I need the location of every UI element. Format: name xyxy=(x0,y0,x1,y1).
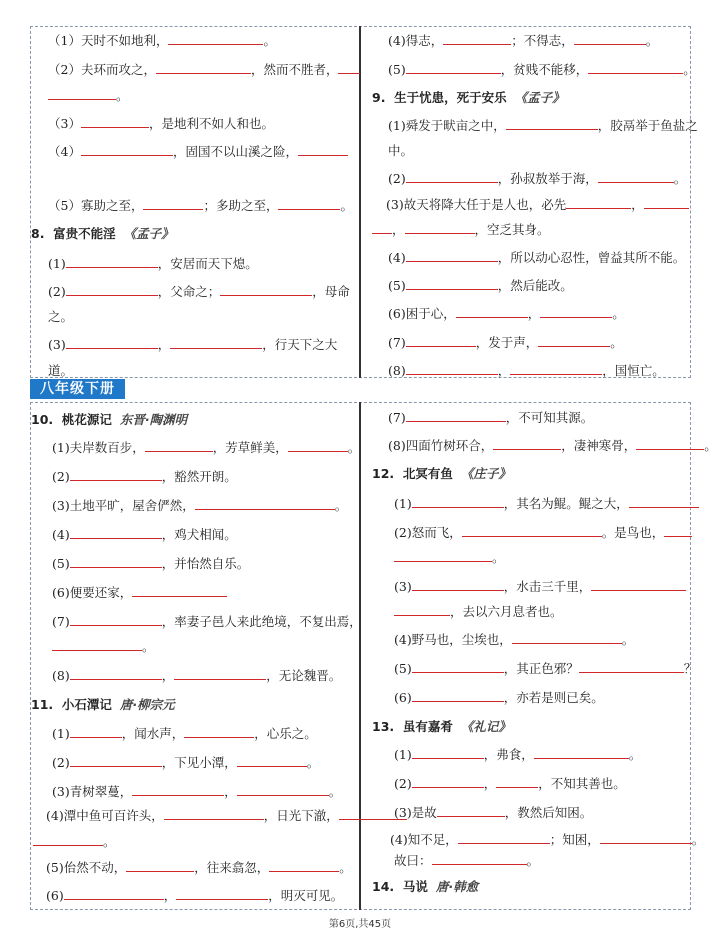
line-text: (8) xyxy=(388,363,406,378)
line-text: 。是鸟也， xyxy=(601,525,665,540)
line-text: (2) xyxy=(394,776,412,791)
line-text: (8)四面竹树环合， xyxy=(388,438,494,453)
line-text: (5) xyxy=(388,278,406,293)
question-line xyxy=(388,438,717,454)
line-text: ，教然后知困。 xyxy=(504,805,593,820)
line-text: 。 xyxy=(142,639,155,654)
upper-column-divider xyxy=(359,26,361,378)
line-text: (5) xyxy=(52,556,70,571)
line-text: 14. 马说 xyxy=(372,879,428,894)
line-text: (1) xyxy=(48,256,66,271)
line-text: 13. 虽有嘉肴 xyxy=(372,719,453,734)
line-text: (6) xyxy=(46,888,64,903)
question-line xyxy=(52,726,317,742)
line-text: 。 xyxy=(339,860,352,875)
answer-blank[interactable] xyxy=(52,639,142,651)
section-heading xyxy=(31,697,175,713)
line-text: 。 xyxy=(492,550,505,565)
line-text: (2) xyxy=(52,755,70,770)
answer-blank[interactable] xyxy=(33,834,103,846)
answer-blank[interactable] xyxy=(81,144,173,156)
answer-blank[interactable] xyxy=(493,438,561,450)
answer-blank[interactable] xyxy=(636,438,704,450)
question-line xyxy=(388,335,623,351)
answer-blank[interactable] xyxy=(66,284,158,296)
line-text: ， xyxy=(161,668,175,683)
answer-blank[interactable] xyxy=(600,832,692,844)
answer-blank[interactable] xyxy=(184,726,254,738)
question-line xyxy=(48,337,337,353)
answer-blank[interactable] xyxy=(506,118,598,130)
answer-blank[interactable] xyxy=(220,284,312,296)
question-line xyxy=(394,661,696,677)
answer-blank[interactable] xyxy=(443,33,511,45)
line-text: 。 xyxy=(340,198,353,213)
line-text: ，心乐之。 xyxy=(254,726,317,741)
question-line xyxy=(46,860,352,876)
line-text: ， xyxy=(163,888,177,903)
answer-blank[interactable] xyxy=(412,496,504,508)
line-text: (3) xyxy=(394,579,412,594)
line-text: ，日光下澈， xyxy=(263,808,339,823)
line-text: (2)怒而飞， xyxy=(394,525,462,540)
line-text: (4)得志， xyxy=(388,33,444,48)
line-text: 。 xyxy=(103,834,116,849)
line-text: ，芳草鲜美， xyxy=(212,440,288,455)
section-heading xyxy=(372,466,511,482)
line-text: (1) xyxy=(394,747,412,762)
answer-blank[interactable] xyxy=(496,776,538,788)
line-text: （5）寡助之至， xyxy=(48,198,144,213)
line-text: ， xyxy=(224,784,237,799)
answer-blank[interactable] xyxy=(298,144,348,156)
line-text: (2) xyxy=(388,171,406,186)
line-text: ，鸡犬相闻。 xyxy=(161,527,237,542)
answer-blank[interactable] xyxy=(70,755,162,767)
line-text: (7) xyxy=(52,614,70,629)
answer-blank[interactable] xyxy=(591,579,686,591)
answer-blank[interactable] xyxy=(70,556,162,568)
question-line xyxy=(388,363,665,379)
line-text: ，闻水声， xyxy=(121,726,185,741)
question-line xyxy=(390,832,704,848)
answer-blank[interactable] xyxy=(132,585,227,597)
question-line xyxy=(52,469,237,485)
answer-blank[interactable] xyxy=(48,88,116,100)
question-line xyxy=(46,808,407,824)
question-line xyxy=(48,256,258,272)
section-heading xyxy=(372,90,565,106)
answer-blank[interactable] xyxy=(406,62,501,74)
line-text: (7) xyxy=(388,335,406,350)
line-text: ，胶鬲举于鱼盐之 xyxy=(597,118,698,133)
question-line xyxy=(388,306,625,322)
answer-blank[interactable] xyxy=(534,747,629,759)
question-line xyxy=(394,776,626,792)
line-text: ，往来翕忽， xyxy=(194,860,270,875)
line-text: (4)潭中鱼可百许头， xyxy=(46,808,164,823)
question-line xyxy=(394,632,634,648)
line-text: (1) xyxy=(394,496,412,511)
line-text: 。 xyxy=(328,784,342,799)
line-text: 11. 小石潭记 xyxy=(31,697,112,712)
answer-blank[interactable] xyxy=(437,805,505,817)
answer-blank[interactable] xyxy=(288,440,348,452)
line-text: 。 xyxy=(628,747,642,762)
line-text: (3)故天将降大任于是人也，必先 xyxy=(386,197,567,212)
question-line xyxy=(388,33,658,49)
question-line xyxy=(388,250,685,266)
answer-blank[interactable] xyxy=(664,525,692,537)
question-line xyxy=(52,440,360,456)
line-text: ，弗食， xyxy=(483,747,534,762)
answer-blank[interactable] xyxy=(458,832,550,844)
line-text: ，豁然开朗。 xyxy=(161,469,237,484)
line-text: ，其名为鲲。鲲之大， xyxy=(503,496,629,511)
question-line xyxy=(394,747,641,763)
line-text: 9. 生于忧患，死于安乐 xyxy=(372,90,507,105)
question-line xyxy=(48,309,73,325)
line-text: 。 xyxy=(526,853,540,868)
question-line xyxy=(33,834,116,850)
line-text: （1）天时不如地利， xyxy=(48,33,169,48)
line-text: ，率妻子邑人来此绝境，不复出焉， xyxy=(161,614,362,629)
line-text: ， xyxy=(527,306,541,321)
question-line xyxy=(388,143,413,159)
line-text: 。 xyxy=(621,632,635,647)
answer-blank[interactable] xyxy=(164,808,264,820)
section-heading xyxy=(31,226,174,242)
answer-blank[interactable] xyxy=(629,496,699,508)
answer-blank[interactable] xyxy=(598,171,674,183)
line-text: ，父命之； xyxy=(157,284,221,299)
answer-blank[interactable] xyxy=(174,668,266,680)
question-line xyxy=(394,550,505,566)
line-text: 10. 桃花源记 xyxy=(31,412,112,427)
question-line xyxy=(394,496,699,512)
answer-blank[interactable] xyxy=(170,337,262,349)
answer-blank[interactable] xyxy=(176,888,268,900)
question-line xyxy=(394,853,539,869)
question-line xyxy=(48,363,73,379)
line-text: (5) xyxy=(388,62,406,77)
question-line xyxy=(48,33,276,49)
line-text: (5)佁然不动， xyxy=(46,860,127,875)
line-text: ，安居而天下熄。 xyxy=(157,256,258,271)
question-line xyxy=(52,556,249,572)
answer-blank[interactable] xyxy=(156,62,251,74)
question-line xyxy=(388,171,686,187)
line-text: (3) xyxy=(48,337,66,352)
line-text: 。 xyxy=(306,755,320,770)
line-text: ，国恒亡。 xyxy=(602,363,665,378)
answer-blank[interactable] xyxy=(394,604,450,616)
answer-blank[interactable] xyxy=(195,498,335,510)
answer-blank[interactable] xyxy=(579,661,684,673)
answer-blank[interactable] xyxy=(145,440,213,452)
source-attribution: 唐·柳宗元 xyxy=(119,697,175,712)
line-text: ， xyxy=(631,197,644,212)
question-line xyxy=(46,888,343,904)
question-line xyxy=(48,88,129,104)
line-text: （2）夫环而攻之， xyxy=(48,62,156,77)
source-attribution: 《孟子》 xyxy=(514,90,565,105)
line-text: (6) xyxy=(394,690,412,705)
line-text: 。 xyxy=(673,171,687,186)
question-line xyxy=(388,118,698,134)
line-text: (4)野马也，尘埃也， xyxy=(394,632,512,647)
question-line xyxy=(48,144,348,160)
question-line xyxy=(394,525,692,541)
answer-blank[interactable] xyxy=(588,62,683,74)
line-text: (6)困于心， xyxy=(388,306,456,321)
answer-blank[interactable] xyxy=(644,197,689,209)
line-text: (1) xyxy=(52,726,70,741)
question-line xyxy=(386,197,689,213)
answer-blank[interactable] xyxy=(70,614,162,626)
answer-blank[interactable] xyxy=(70,668,162,680)
answer-blank[interactable] xyxy=(168,33,263,45)
question-line xyxy=(52,527,237,543)
line-text: ，明灭可见。 xyxy=(268,888,344,903)
answer-blank[interactable] xyxy=(405,222,475,234)
line-text: ， xyxy=(483,776,497,791)
line-text: ，贫贱不能移， xyxy=(500,62,589,77)
answer-blank[interactable] xyxy=(432,853,527,865)
answer-blank[interactable] xyxy=(462,525,602,537)
line-text: ， xyxy=(157,337,171,352)
answer-blank[interactable] xyxy=(406,278,498,290)
answer-blank[interactable] xyxy=(81,116,149,128)
line-text: (7) xyxy=(388,410,406,425)
line-text: (1)夫岸数百步， xyxy=(52,440,145,455)
answer-blank[interactable] xyxy=(372,222,392,234)
line-text: (3)土地平旷，屋舍俨然， xyxy=(52,498,195,513)
question-line xyxy=(388,62,696,78)
line-text: 。 xyxy=(334,498,348,513)
section-heading xyxy=(372,719,511,735)
answer-blank[interactable] xyxy=(412,579,504,591)
question-line xyxy=(52,755,319,771)
line-text: 。 xyxy=(116,88,129,103)
question-line xyxy=(52,784,341,800)
line-text: 。 xyxy=(645,33,659,48)
line-text: 故曰： xyxy=(394,853,432,868)
answer-blank[interactable] xyxy=(412,661,504,673)
question-line xyxy=(394,579,686,595)
section-heading xyxy=(372,879,478,895)
line-text: ，其正色邪？ xyxy=(503,661,579,676)
source-attribution: 唐·韩愈 xyxy=(435,879,479,894)
line-text: ，下见小潭， xyxy=(161,755,237,770)
question-line xyxy=(48,198,353,214)
answer-blank[interactable] xyxy=(406,250,498,262)
answer-blank[interactable] xyxy=(237,784,329,796)
answer-blank[interactable] xyxy=(574,33,646,45)
line-text: (4) xyxy=(52,527,70,542)
line-text: (6)便要还家， xyxy=(52,585,133,600)
line-text: 。 xyxy=(263,33,276,48)
answer-blank[interactable] xyxy=(538,335,610,347)
line-text: (4) xyxy=(388,250,406,265)
question-line xyxy=(48,284,350,300)
line-text: ，然而不胜者， xyxy=(250,62,339,77)
question-line xyxy=(48,62,360,78)
source-attribution: 《孟子》 xyxy=(123,226,174,241)
question-line xyxy=(52,639,155,655)
line-text: ，行天下之大 xyxy=(262,337,338,352)
line-text: (3)是故 xyxy=(394,805,437,820)
question-line xyxy=(394,604,563,620)
line-text: 。 xyxy=(704,438,717,453)
source-attribution: 《礼记》 xyxy=(460,719,511,734)
question-line xyxy=(394,805,592,821)
line-text: (2) xyxy=(48,284,66,299)
answer-blank[interactable] xyxy=(64,888,164,900)
section-heading xyxy=(31,412,187,428)
line-text: (4)知不足， xyxy=(390,832,458,847)
line-text: ；多助之至， xyxy=(203,198,279,213)
answer-blank[interactable] xyxy=(126,860,194,872)
answer-blank[interactable] xyxy=(278,198,340,210)
line-text: 之。 xyxy=(48,309,74,324)
answer-blank[interactable] xyxy=(512,632,622,644)
line-text: ，母命 xyxy=(312,284,350,299)
line-text: ，亦若是则已矣。 xyxy=(503,690,604,705)
line-text: 。 xyxy=(683,62,696,77)
line-text: ；不得志， xyxy=(511,33,574,48)
line-text: ，然后能改。 xyxy=(497,278,573,293)
question-line xyxy=(52,585,227,601)
line-text: ，固国不以山溪之险， xyxy=(172,144,298,159)
page-number: 第6页,共45页 xyxy=(328,919,392,930)
question-line xyxy=(52,498,347,514)
line-text: （4） xyxy=(48,144,81,159)
line-text: ，发于声， xyxy=(475,335,539,350)
answer-blank[interactable] xyxy=(66,337,158,349)
line-text: (8) xyxy=(52,668,70,683)
question-line xyxy=(388,410,593,426)
answer-blank[interactable] xyxy=(510,363,602,375)
question-line xyxy=(394,690,604,706)
line-text: ，不知其善也。 xyxy=(538,776,626,791)
answer-blank[interactable] xyxy=(406,410,506,422)
line-text: ， xyxy=(392,222,405,237)
answer-blank[interactable] xyxy=(394,550,492,562)
line-text: 。 xyxy=(612,306,625,321)
line-text: （3） xyxy=(48,116,81,131)
source-attribution: 《庄子》 xyxy=(460,466,511,481)
line-text: 。 xyxy=(691,832,705,847)
line-text: ，空乏其身。 xyxy=(474,222,550,237)
line-text: (3)青树翠蔓， xyxy=(52,784,133,799)
line-text: ？ xyxy=(683,661,697,676)
answer-blank[interactable] xyxy=(566,197,631,209)
answer-blank[interactable] xyxy=(338,62,360,74)
line-text: ；知困， xyxy=(549,832,600,847)
grade-section-label: 八年级下册 xyxy=(30,379,125,399)
question-line xyxy=(388,278,573,294)
line-text: (2) xyxy=(52,469,70,484)
line-text: ，凄神寒骨， xyxy=(561,438,637,453)
line-text: ，所以动心忍性，曾益其所不能。 xyxy=(497,250,686,265)
line-text: 。 xyxy=(610,335,623,350)
line-text: ， xyxy=(497,363,511,378)
line-text: ，无论魏晋。 xyxy=(266,668,342,683)
line-text: ，去以六月息者也。 xyxy=(450,604,563,619)
source-attribution: 东晋·陶渊明 xyxy=(119,412,188,427)
question-line xyxy=(48,116,274,132)
answer-blank[interactable] xyxy=(540,306,612,318)
lower-column-divider xyxy=(359,402,361,910)
line-text: (5) xyxy=(394,661,412,676)
line-text: 道。 xyxy=(48,363,74,378)
answer-blank[interactable] xyxy=(406,171,498,183)
answer-blank[interactable] xyxy=(70,527,162,539)
answer-blank[interactable] xyxy=(406,335,476,347)
line-text: ，水击三千里， xyxy=(503,579,592,594)
answer-blank[interactable] xyxy=(70,726,122,738)
answer-blank[interactable] xyxy=(70,469,162,481)
line-text: 8. 富贵不能淫 xyxy=(31,226,116,241)
question-line xyxy=(372,222,550,238)
line-text: 中。 xyxy=(388,143,414,158)
line-text: ，并怡然自乐。 xyxy=(161,556,250,571)
answer-blank[interactable] xyxy=(66,256,158,268)
answer-blank[interactable] xyxy=(412,747,484,759)
line-text: 12. 北冥有鱼 xyxy=(372,466,453,481)
answer-blank[interactable] xyxy=(132,784,224,796)
line-text: 。 xyxy=(347,440,361,455)
answer-blank[interactable] xyxy=(456,306,528,318)
answer-blank[interactable] xyxy=(412,776,484,788)
line-text: (1)舜发于畎亩之中， xyxy=(388,118,506,133)
answer-blank[interactable] xyxy=(269,860,339,872)
line-text: ，不可知其源。 xyxy=(505,410,594,425)
question-line xyxy=(52,668,341,684)
answer-blank[interactable] xyxy=(237,755,307,767)
answer-blank[interactable] xyxy=(143,198,203,210)
question-line xyxy=(52,614,362,630)
answer-blank[interactable] xyxy=(406,363,498,375)
line-text: ，是地利不如人和也。 xyxy=(148,116,274,131)
line-text: ，孙叔敖举于海， xyxy=(497,171,598,186)
answer-blank[interactable] xyxy=(412,690,504,702)
